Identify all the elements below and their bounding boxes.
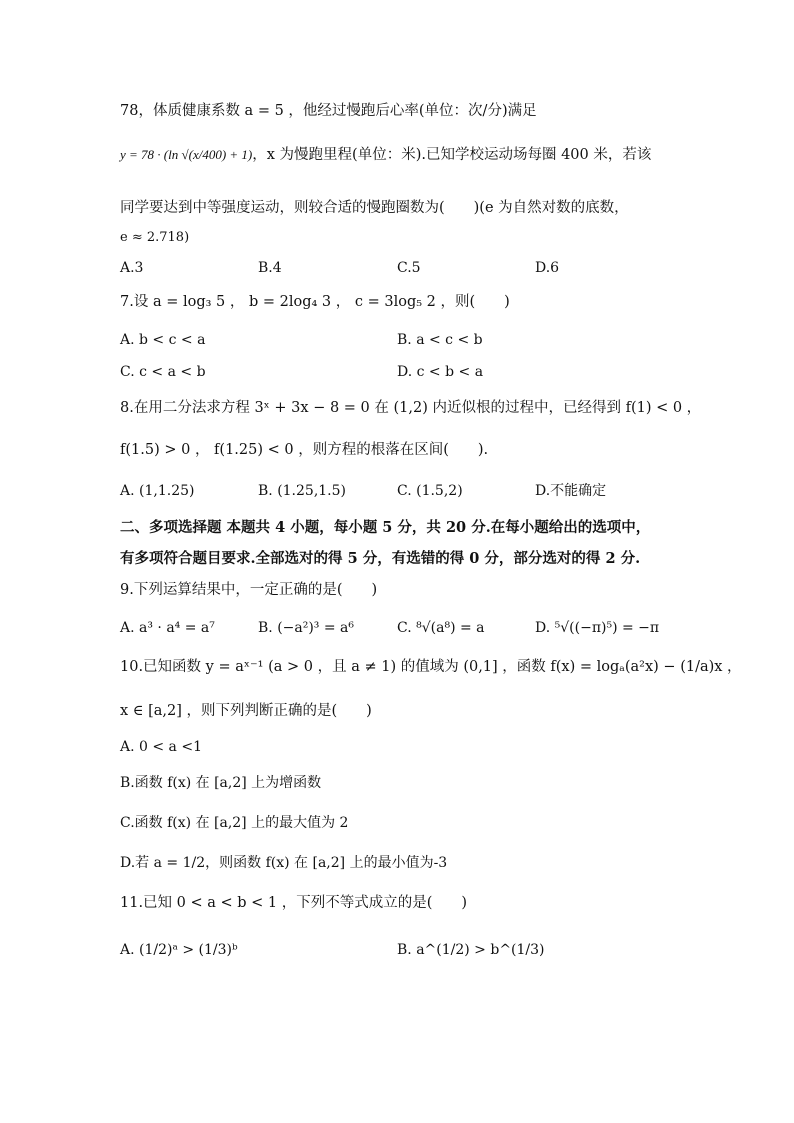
q7-option-c: C. c < a < b [120,364,206,380]
q9-stem: 9.下列运算结果中，一定正确的是( ) [120,582,378,598]
q6-option-b: B.4 [258,260,282,276]
q11-option-a: A. (1/2)ᵃ > (1/3)ᵇ [120,942,238,958]
q6-option-a: A.3 [120,260,144,276]
q10-stem-line2: x ∈ [a,2] ，则下列判断正确的是( ) [120,703,372,719]
q8-option-a: A. (1,1.25) [120,483,195,499]
q7-option-a: A. b < c < a [120,332,206,348]
q7-stem: 7.设 a = log₃ 5 ， b = 2log₄ 3 ， c = 3log₅ 2 ，则( ) [120,294,510,310]
q6-option-d: D.6 [535,260,560,276]
section2-heading-line2: 有多项符合题目要求.全部选对的得 5 分，有选错的得 0 分，部分选对的得 2 分. [120,550,641,567]
q6-intro: 78，体质健康系数 a = 5 ，他经过慢跑后心率(单位：次/分)满足 [120,103,537,119]
section2-heading-line1: 二、多项选择题 本题共 4 小题，每小题 5 分，共 20 分.在每小题给出的选项中， [120,519,651,536]
q10-option-d: D.若 a = 1/2，则函数 f(x) 在 [a,2] 上的最小值为-3 [120,855,448,871]
q6-option-c: C.5 [397,260,421,276]
q6-formula: y = 78 · (ln √(x/400) + 1) [120,147,253,162]
q9-option-c: C. ⁸√(a⁸) = a [397,620,485,636]
q10-option-b: B.函数 f(x) 在 [a,2] 上为增函数 [120,775,322,791]
q6-line4: e ≈ 2.718) [120,230,190,245]
q6-line3: 同学要达到中等强度运动，则较合适的慢跑圈数为( )(e 为自然对数的底数， [120,200,629,216]
q10-option-c: C.函数 f(x) 在 [a,2] 上的最大值为 2 [120,815,349,831]
q9-option-b: B. (−a²)³ = a⁶ [258,620,355,636]
q6-formula-line [120,145,651,165]
q10-option-a: A. 0 < a <1 [120,739,202,755]
q8-option-b: B. (1.25,1.5) [258,483,346,499]
q11-option-b: B. a^(1/2) > b^(1/3) [397,942,545,958]
q10-stem-line1: 10.已知函数 y = aˣ⁻¹ (a > 0 ，且 a ≠ 1) 的值域为 (0,1] ，函数 f(x) = logₐ(a²x) − (1/a)x ， [120,659,742,675]
q8-stem-line1: 8.在用二分法求方程 3ˣ + 3x − 8 = 0 在 (1,2) 内近似根的过程中，已经得到 f(1) < 0 ， [120,400,702,416]
q8-option-d: D.不能确定 [535,483,607,499]
q8-stem-line2: f(1.5) > 0 ， f(1.25) < 0 ，则方程的根落在区间( ). [120,442,489,458]
q7-option-b: B. a < c < b [397,332,483,348]
q6-line2-rest: ，x 为慢跑里程(单位：米).已知学校运动场每圈 400 米，若该 [252,147,652,163]
q9-option-d: D. ⁵√((−π)⁵) = −π [535,620,660,636]
q7-option-d: D. c < b < a [397,364,484,380]
q9-option-a: A. a³ · a⁴ = a⁷ [120,620,215,636]
q8-option-c: C. (1.5,2) [397,483,463,499]
q11-stem: 11.已知 0 < a < b < 1 ，下列不等式成立的是( ) [120,895,468,911]
